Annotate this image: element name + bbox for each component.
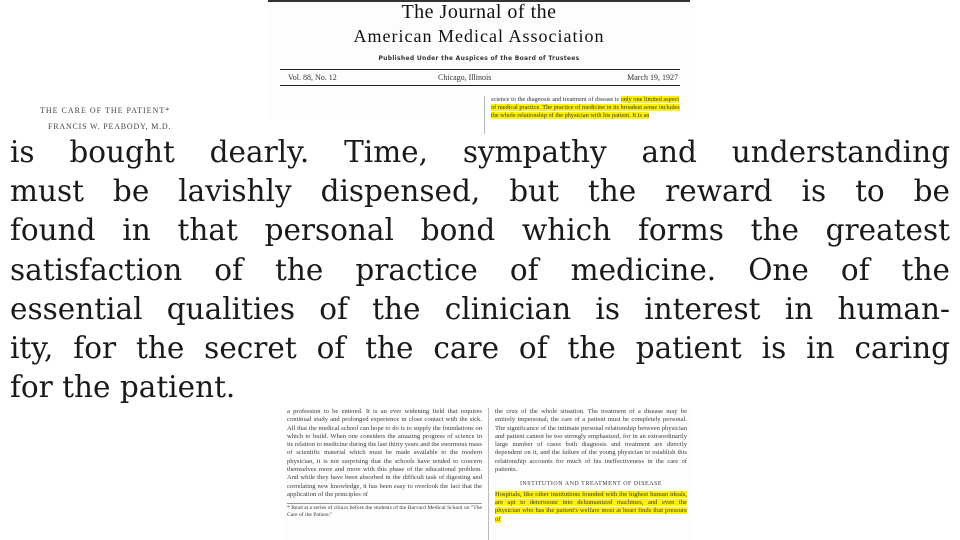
journal-title-line2: American Medical Association — [353, 26, 605, 46]
journal-title-line1: The Journal of the — [401, 1, 557, 23]
article-author: FRANCIS W. PEABODY, M.D. — [48, 122, 172, 131]
top-excerpt-plain: science to the diagnosis and treatment of disease is — [491, 96, 619, 103]
article-title: THE CARE OF THE PATIENT* — [40, 106, 171, 115]
quote-line-3: found in that personal bond which forms the greatest — [10, 213, 950, 248]
published-under-line: Published Under the Auspices of the Board of Trustees — [378, 55, 580, 62]
bottom-right-column — [495, 408, 687, 524]
top-excerpt — [491, 96, 683, 120]
quote-line-5: essential qualities of the clinician is interest in human- — [10, 291, 950, 326]
left-column-text: a profession to be entered. It is an ever widening field that requires continual study and prolonged experience in close contact with the sick. All that the medical school can hope to do is to supply the foundations on which to build. When one considers the amazing progress of science in its relation to medicine during the last thirty years and the enormous mass of scientific material which must be made available to the modern physician, it is not surprising that the schools have tended to concern themselves more and more with this phase of the educational problem. And while they have been absorbed in the difficult task of digesting and correlating new knowledge, it has been easy to overlook the fact that the application of the principles of — [287, 408, 482, 498]
quote-line-1: is bought dearly. Time, sympathy and understanding — [10, 135, 950, 169]
quote-line-2: must be lavishly dispensed, but the reward is to be — [10, 174, 950, 209]
right-column-text: the crux of the whole situation. The treatment of a disease may be entirely impersonal; the care of a patient must be completely personal. The significance of the intimate personal relationship between physician and patient cannot be too strongly emphasized, for in an extraordinarily large number of cases both diagnosis and treatment are directly dependent on it, and the failure of the young physician to establish this relationship accounts for much of his ineffectiveness in the care of patients. — [495, 408, 687, 474]
issue-line — [288, 73, 678, 83]
volume-number: Vol. 88, No. 12 — [288, 73, 337, 82]
section-subheading: INSTITUTION AND TREATMENT OF DISEASE — [519, 481, 663, 488]
issue-rule-top — [280, 69, 680, 70]
quote-line-7: for the patient. — [10, 370, 236, 405]
bottom-column-divider — [488, 408, 489, 540]
bottom-left-column — [287, 408, 482, 519]
issue-rule-bottom — [280, 85, 680, 86]
bottom-highlight-paragraph — [495, 491, 687, 524]
city: Chicago, Illinois — [438, 73, 492, 82]
issue-date: March 19, 1927 — [627, 73, 678, 82]
zoomed-quote — [10, 133, 950, 407]
top-excerpt-highlight: only one limited aspect of medical practice. The practice of medicine in its broadest sense includes the whole relationship of the physician with his patient. It is an — [491, 96, 680, 119]
footnote: * Read at a series of clinics before the students of the Harvard Medical School on "The Care of the Patient." — [287, 505, 482, 519]
quote-line-4: satisfaction of the practice of medicine. One of the — [10, 252, 950, 287]
bottom-highlight: Hospitals, like other institutions founded with the highest human ideals, are apt to deteriorate into dehumanized machines, and even the physician who has the patient's welfare most at heart finds that pressure of — [495, 490, 687, 523]
quote-line-6: ity, for the secret of the care of the patient is in caring — [10, 331, 950, 366]
column-divider — [484, 96, 485, 134]
bottom-page-scan — [285, 408, 693, 540]
